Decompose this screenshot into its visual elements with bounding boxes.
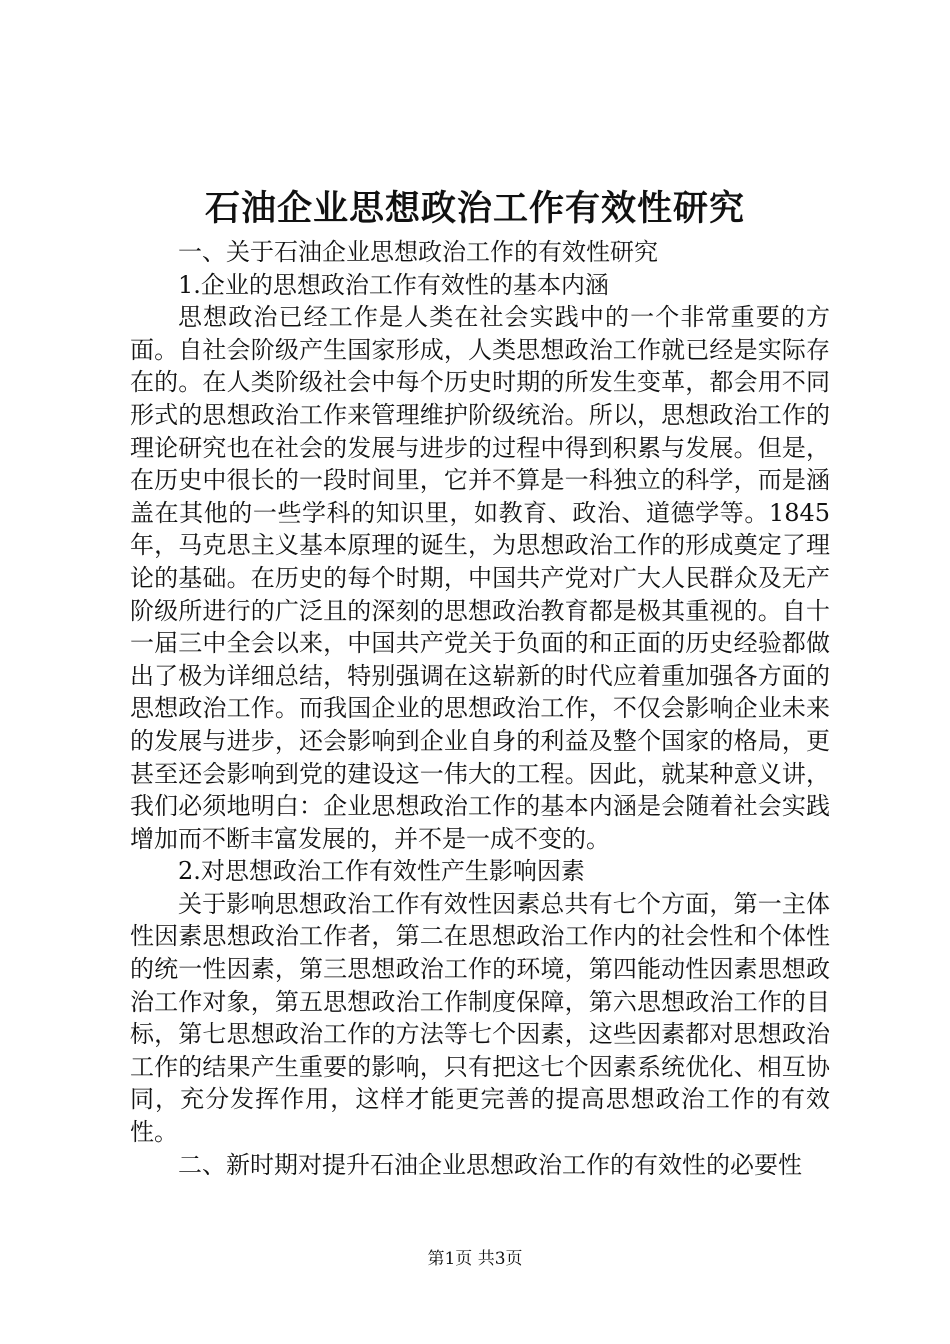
page-footer: 第1页 共3页 (427, 1249, 523, 1269)
document-title: 石油企业思想政治工作有效性研究 (204, 188, 745, 229)
section-heading-1: 一、关于石油企业思想政治工作的有效性研究 (178, 238, 658, 266)
paragraph-1: 思想政治已经工作是人类在社会实践中的一个非常重要的方面。自社会阶级产生国家形成，人类思想政治工作就已经是实际存在的。在人类阶级社会中每个历史时期的所发生变革，都会用不同形式的思想政治工作来管理维护阶级统治。所以，思想政治工作的理论研究也在社会的发展与进步的过程中得到积累与发展。但是，在历史中很长的一段时间里，它并不算是一科独立的科学，而是涵盖在其他的一些学科的知识里，如教育、政治、道德学等。1845年，马克思主义基本原理的诞生，为思想政治工作的形成奠定了理论的基础。在历史的每个时期，中国共产党对广大人民群众及无产阶级所进行的广泛且的深刻的思想政治教育都是极其重视的。自十一届三中全会以来，中国共产党关于负面的和正面的历史经验都做出了极为详细总结，特别强调在这崭新的时代应着重加强各方面的思想政治工作。而我国企业的思想政治工作，不仅会影响企业未来的发展与进步，还会影响到企业自身的利益及整个国家的格局，更甚至还会影响到党的建设这一伟大的工程。因此，就某种意义讲，我们必须地明白：企业思想政治工作的基本内涵是会随着社会实践增加而不断丰富发展的，并不是一成不变的。 (130, 303, 830, 853)
section-heading-2: 二、新时期对提升石油企业思想政治工作的有效性的必要性 (178, 1150, 802, 1179)
paragraph-2: 关于影响思想政治工作有效性因素总共有七个方面，第一主体性因素思想政治工作者，第二在思想政治工作内的社会性和个体性的统一性因素，第三思想政治工作的环境，第四能动性因素思想政治工作对象，第五思想政治工作制度保障，第六思想政治工作的目标，第七思想政治工作的方法等七个因素，这些因素都对思想政治工作的结果产生重要的影响，只有把这七个因素系统优化、相互协同，充分发挥作用，这样才能更完善的提高思想政治工作的有效性。 (130, 889, 830, 1147)
document-body (130, 236, 830, 1181)
subsection-heading-1: 1.企业的思想政治工作有效性的基本内涵 (178, 270, 609, 299)
subsection-heading-2: 2.对思想政治工作有效性产生影响因素 (178, 857, 585, 886)
